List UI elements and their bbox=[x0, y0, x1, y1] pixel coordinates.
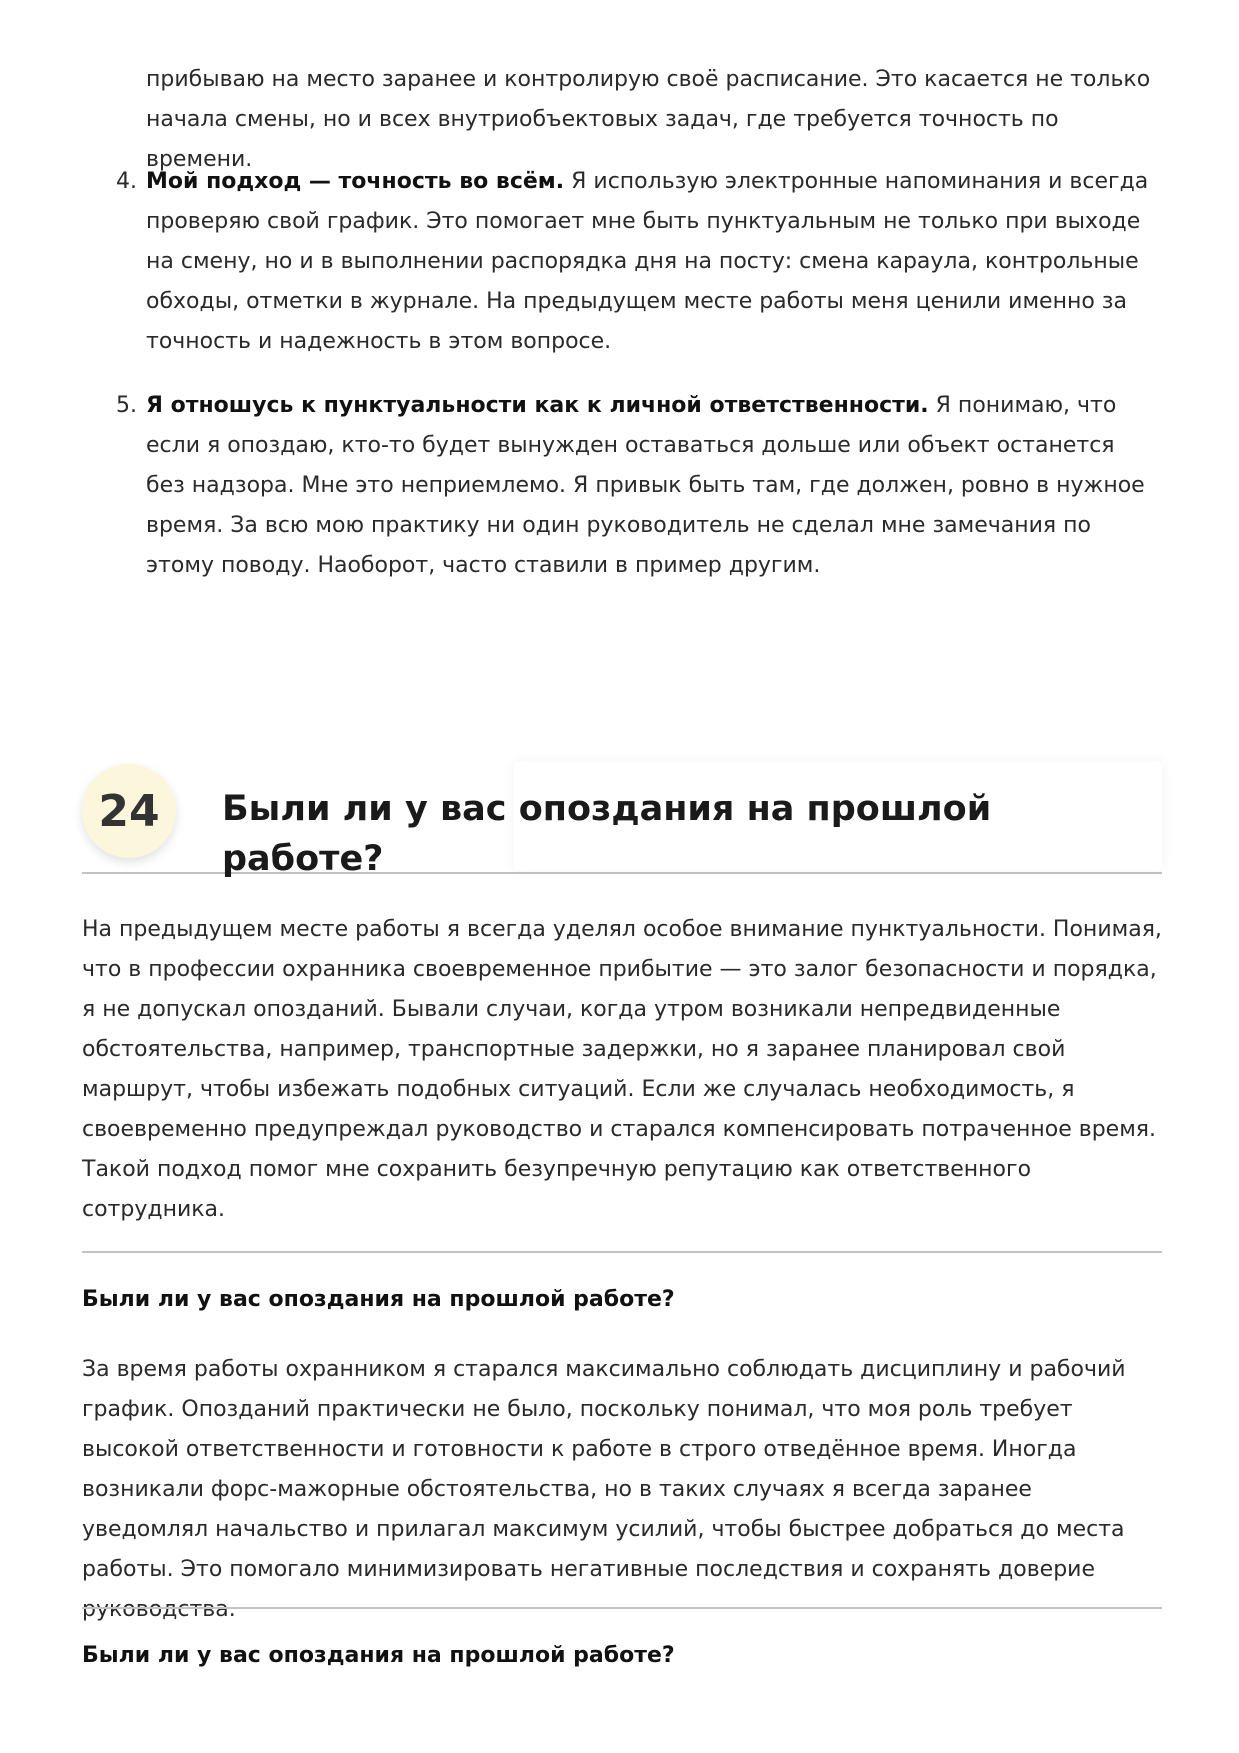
divider bbox=[82, 1607, 1162, 1609]
question-title: Были ли у вас опоздания на прошлой работе? bbox=[222, 789, 992, 879]
list-item-text: Я понимаю, что если я опоздаю, кто-то будет вынужден оставаться дольше или объект останется без надзора. Мне это неприемлемо. Я привык быть там, где должен, ровно в нужное время. За всю мою практику ни один руководитель не сделал мне замечания по этому поводу. Наоборот, часто ставили в пример другим. bbox=[146, 393, 1145, 578]
answer-paragraph: На предыдущем месте работы я всегда уделял особое внимание пунктуальности. Понимая, что в профессии охранника своевременное прибытие — это залог безопасности и порядка, я не допускал опозданий. Бывали случаи, когда утром возникали непредвиденные обстоятельства, например, транспортные задержки, но я заранее планировал свой маршрут, чтобы избежать подобных ситуаций. Если же случалась необходимость, я своевременно предупреждал руководство и старался компенсировать потраченное время. Такой подход помог мне сохранить безупречную репутацию как ответственного сотрудника. bbox=[82, 917, 1162, 1222]
list-item-number: 4. bbox=[116, 169, 137, 194]
divider bbox=[82, 1251, 1162, 1253]
answer-paragraph: За время работы охранником я старался максимально соблюдать дисциплину и рабочий график. Опозданий практически не было, поскольку понимал, что моя роль требует высокой ответственности и готовности к работе в строго отведённое время. Иногда возникали форс-мажорные обстоятельства, но в таких случаях я всегда заранее уведомлял начальство и прилагал максимум усилий, чтобы быстрее добраться до места работы. Это помогало минимизировать негативные последствия и сохранять доверие руководства. bbox=[82, 1357, 1126, 1622]
list-item bbox=[116, 386, 1156, 586]
question-number-badge: 24 bbox=[82, 764, 176, 858]
list-item-continuation: прибываю на место заранее и контролирую своё расписание. Это касается не только начала смены, но и всех внутриобъектовых задач, где требуется точность по времени. bbox=[146, 67, 1151, 172]
list-item-heading: Я отношусь к пунктуальности как к личной ответственности. bbox=[146, 393, 929, 418]
list-item-text: Я использую электронные напоминания и всегда проверяю свой график. Это помогает мне быть пунктуальным не только при выходе на смену, но и в выполнении распорядка дня на посту: смена караула, контрольные обходы, отметки в журнале. На предыдущем месте работы меня ценили именно за точность и надежность в этом вопросе. bbox=[146, 169, 1149, 354]
answer-question-heading: Были ли у вас опоздания на прошлой работе? bbox=[82, 1643, 675, 1668]
list-item-number: 5. bbox=[116, 393, 137, 418]
list-item-heading: Мой подход — точность во всём. bbox=[146, 169, 565, 194]
answer-tips-list bbox=[116, 162, 1156, 610]
list-item bbox=[116, 162, 1156, 362]
question-header bbox=[82, 762, 1162, 879]
answer-question-heading: Были ли у вас опоздания на прошлой работе? bbox=[82, 1287, 675, 1312]
